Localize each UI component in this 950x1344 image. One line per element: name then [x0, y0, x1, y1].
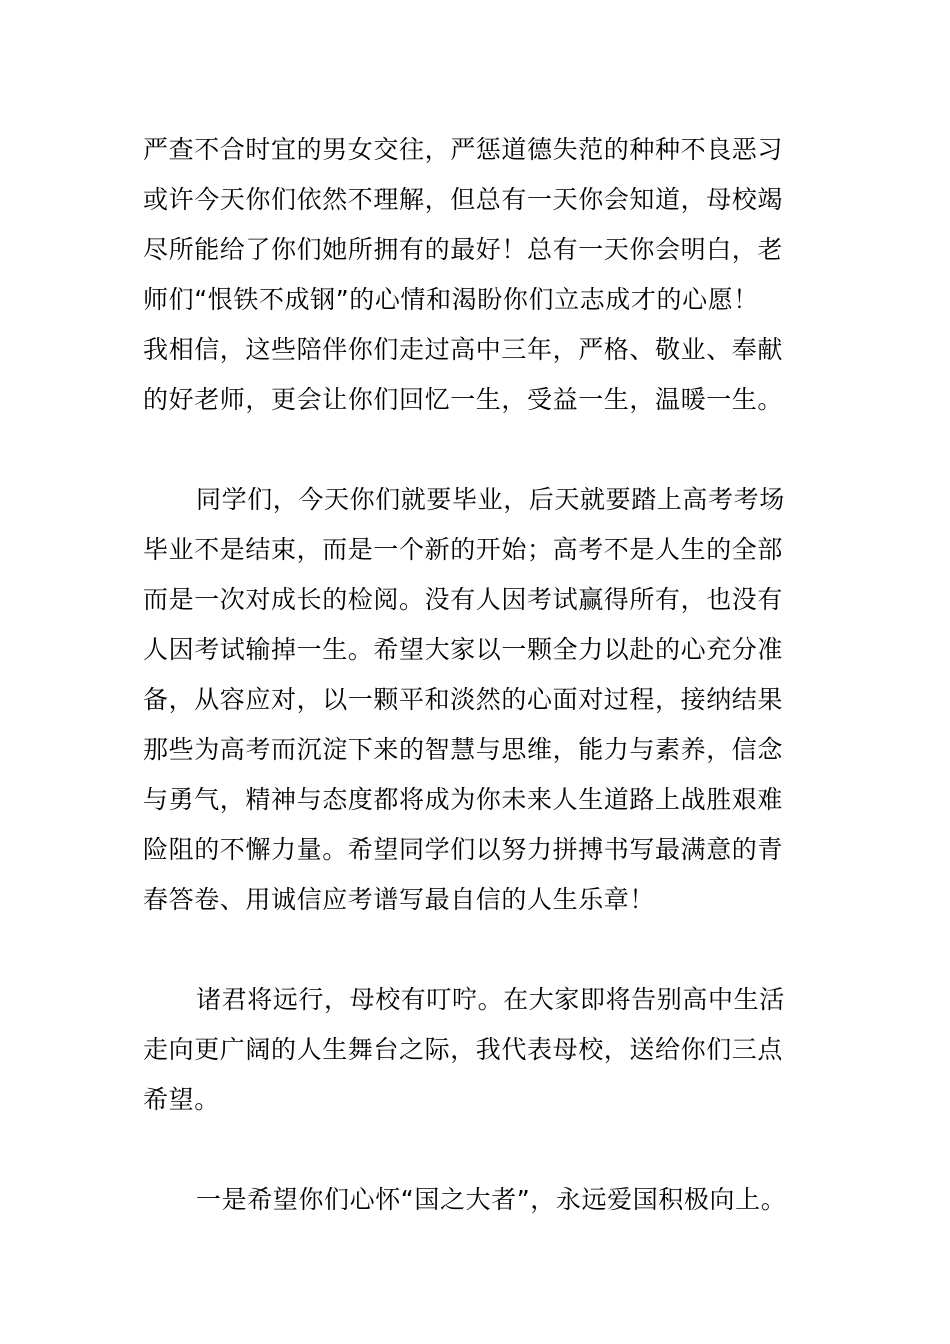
text-line: 同学们，今天你们就要毕业，后天就要踏上高考考场	[196, 485, 785, 514]
text-line: 备，从容应对，以一颗平和淡然的心面对过程，接纳结果	[143, 685, 784, 714]
text-line: 诸君将远行，母校有叮咛。在大家即将告别高中生活	[196, 985, 785, 1014]
text-line: 而是一次对成长的检阅。没有人因考试赢得所有，也没有	[143, 585, 784, 614]
text-line: 希望。	[143, 1085, 220, 1114]
text-line: 走向更广阔的人生舞台之际，我代表母校，送给你们三点	[143, 1035, 784, 1064]
text-line: 的好老师，更会让你们回忆一生，受益一生，温暖一生。	[143, 385, 784, 414]
text-line: 人因考试输掉一生。希望大家以一颗全力以赴的心充分准	[143, 635, 784, 664]
text-line: 严查不合时宜的男女交往，严惩道德失范的种种不良恶习	[143, 135, 784, 164]
text-line: 尽所能给了你们她所拥有的最好！总有一天你会明白，老	[143, 235, 784, 264]
text-line: 一是希望你们心怀“国之大者”，永远爱国积极向上。	[196, 1185, 787, 1214]
text-line: 险阻的不懈力量。希望同学们以努力拼搏书写最满意的青	[143, 835, 784, 864]
text-line: 毕业不是结束，而是一个新的开始；高考不是人生的全部	[143, 535, 784, 564]
text-line: 那些为高考而沉淀下来的智慧与思维，能力与素养，信念	[143, 735, 784, 764]
text-line: 师们“恨铁不成钢”的心情和渴盼你们立志成才的心愿！	[143, 285, 759, 314]
text-line: 春答卷、用诚信应考谱写最自信的人生乐章！	[143, 885, 656, 914]
text-line: 或许今天你们依然不理解，但总有一天你会知道，母校竭	[143, 185, 784, 214]
text-line: 我相信，这些陪伴你们走过高中三年，严格、敬业、奉献	[143, 335, 784, 364]
text-line: 与勇气，精神与态度都将成为你未来人生道路上战胜艰难	[143, 785, 784, 814]
